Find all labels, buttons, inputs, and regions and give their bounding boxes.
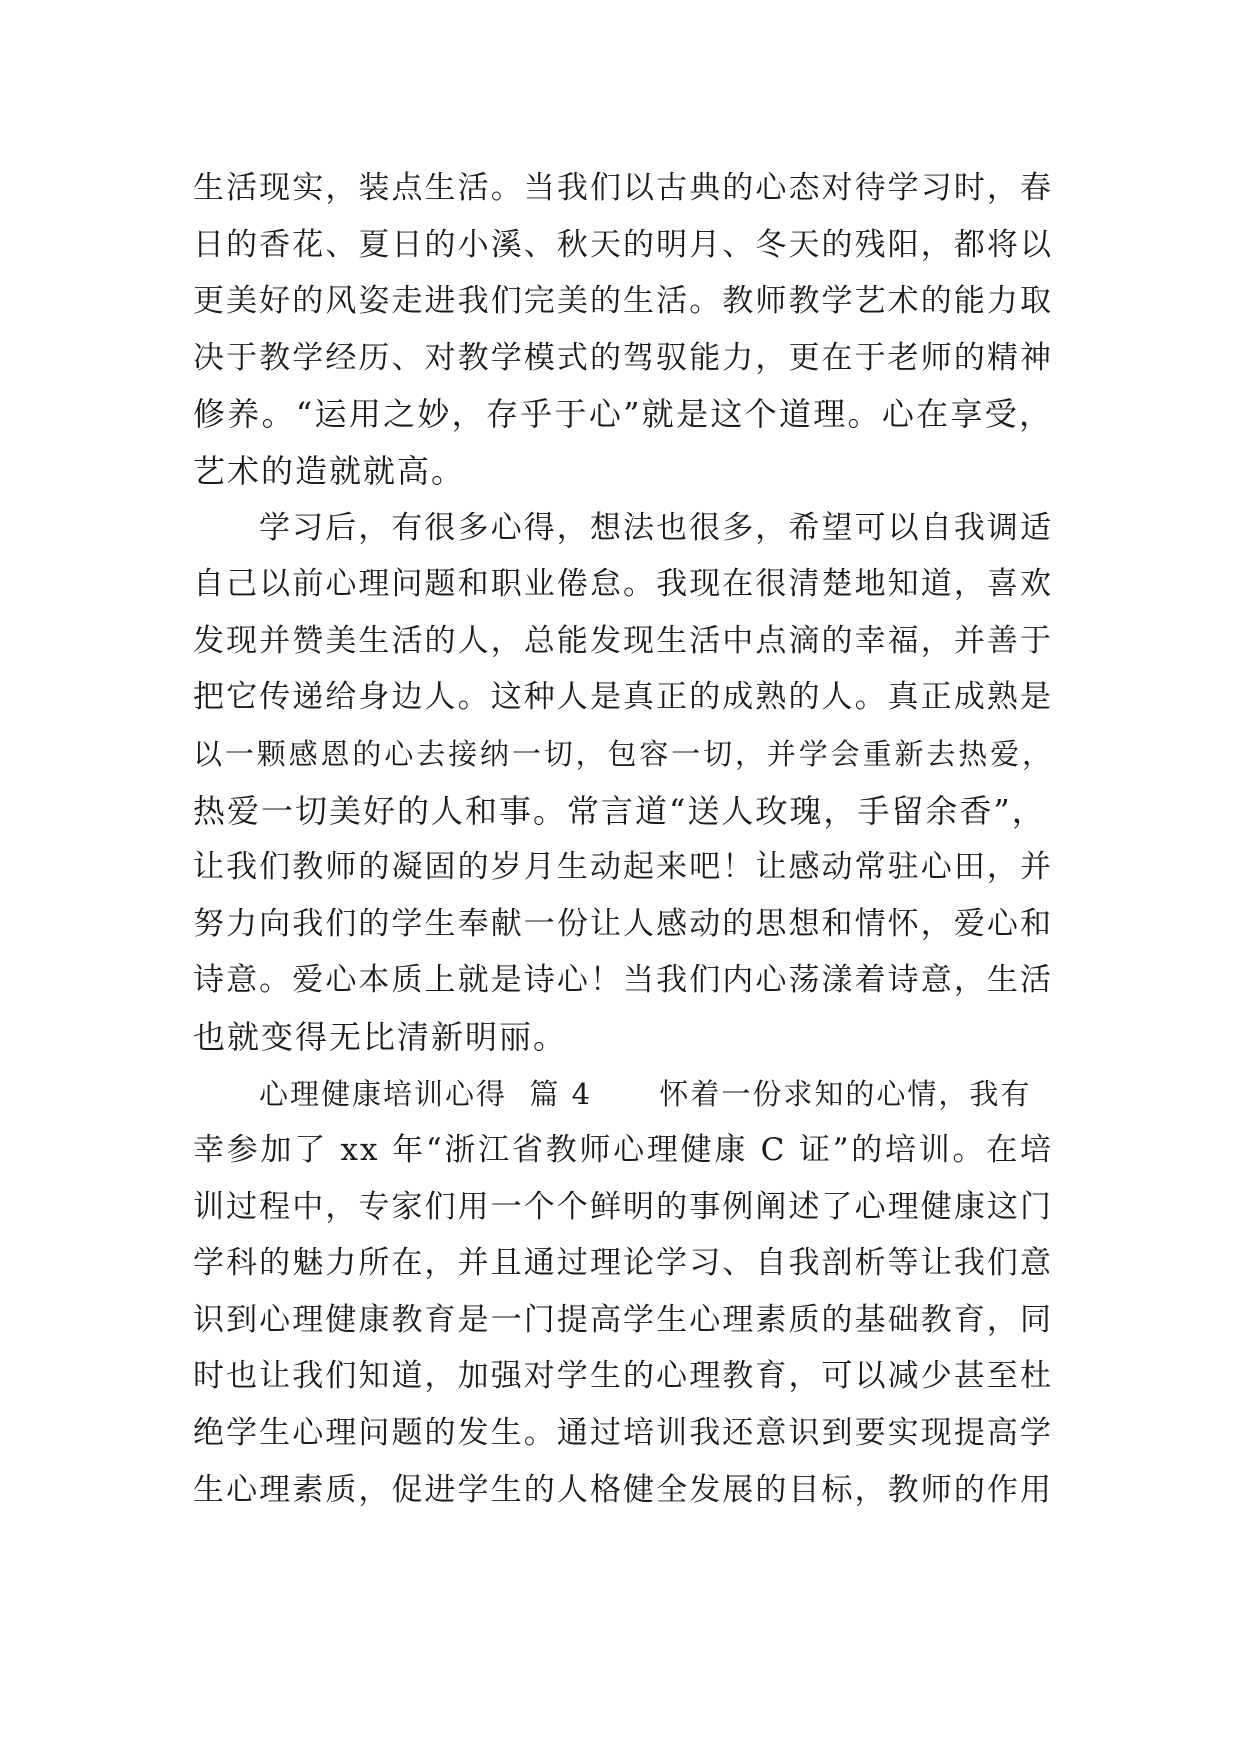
text-line: 识到心理健康教育是一门提高学生心理素质的基础教育，同	[193, 1301, 1053, 1338]
text-line: 艺术的造就就高。	[193, 451, 466, 490]
text-line: 绝学生心理问题的发生。通过培训我还意识到要实现提高学	[193, 1415, 1053, 1452]
text-line: 幸参加了 xx 年“浙江省教师心理健康 C 证”的培训。在培	[193, 1132, 1053, 1169]
body-text	[193, 160, 1053, 1518]
text-line: 把它传递给身边人。这种人是真正的成熟的人。真正成熟是	[193, 679, 1053, 716]
text-line: 更美好的风姿走进我们完美的生活。教师教学艺术的能力取	[193, 283, 1053, 320]
text-line: 努力向我们的学生奉献一份让人感动的思想和情怀，爱心和	[193, 905, 1053, 942]
text-line: 生心理素质，促进学生的人格健全发展的目标，教师的作用	[193, 1471, 1053, 1508]
text-line: 学科的魅力所在，并且通过理论学习、自我剖析等让我们意	[193, 1245, 1053, 1282]
text-line: 也就变得无比清新明丽。	[193, 1017, 568, 1056]
text-line: 发现并赞美生活的人，总能发现生活中点滴的幸福，并善于	[193, 622, 1053, 659]
text-line: 热爱一切美好的人和事。常言道“送人玫瑰，手留余香”，	[193, 791, 1046, 830]
text-line: 生活现实，装点生活。当我们以古典的心态对待学习时，春	[193, 170, 1053, 206]
section-heading-line: 心理健康培训心得 篇 4 怀着一份求知的心情，我有	[259, 1076, 1032, 1111]
paragraph-start-line: 学习后，有很多心得，想法也很多，希望可以自我调适	[259, 509, 1053, 546]
text-line: 日的香花、夏日的小溪、秋天的明月、冬天的残阳，都将以	[193, 226, 1053, 263]
text-line: 诗意。爱心本质上就是诗心！当我们内心荡漾着诗意，生活	[193, 962, 1053, 999]
text-line: 决于教学经历、对教学模式的驾驭能力，更在于老师的精神	[193, 339, 1053, 376]
text-line: 训过程中，专家们用一个个鲜明的事例阐述了心理健康这门	[193, 1188, 1053, 1225]
text-line: 自己以前心理问题和职业倦怠。我现在很清楚地知道，喜欢	[193, 566, 1053, 603]
text-line: 修养。“运用之妙，存乎于心”就是这个道理。心在享受，	[193, 395, 1053, 434]
text-line: 以一颗感恩的心去接纳一切，包容一切，并学会重新去热爱，	[193, 736, 1053, 771]
text-line: 时也让我们知道，加强对学生的心理教育，可以减少甚至杜	[193, 1358, 1053, 1395]
text-line: 让我们教师的凝固的岁月生动起来吧！让感动常驻心田，并	[193, 849, 1053, 886]
